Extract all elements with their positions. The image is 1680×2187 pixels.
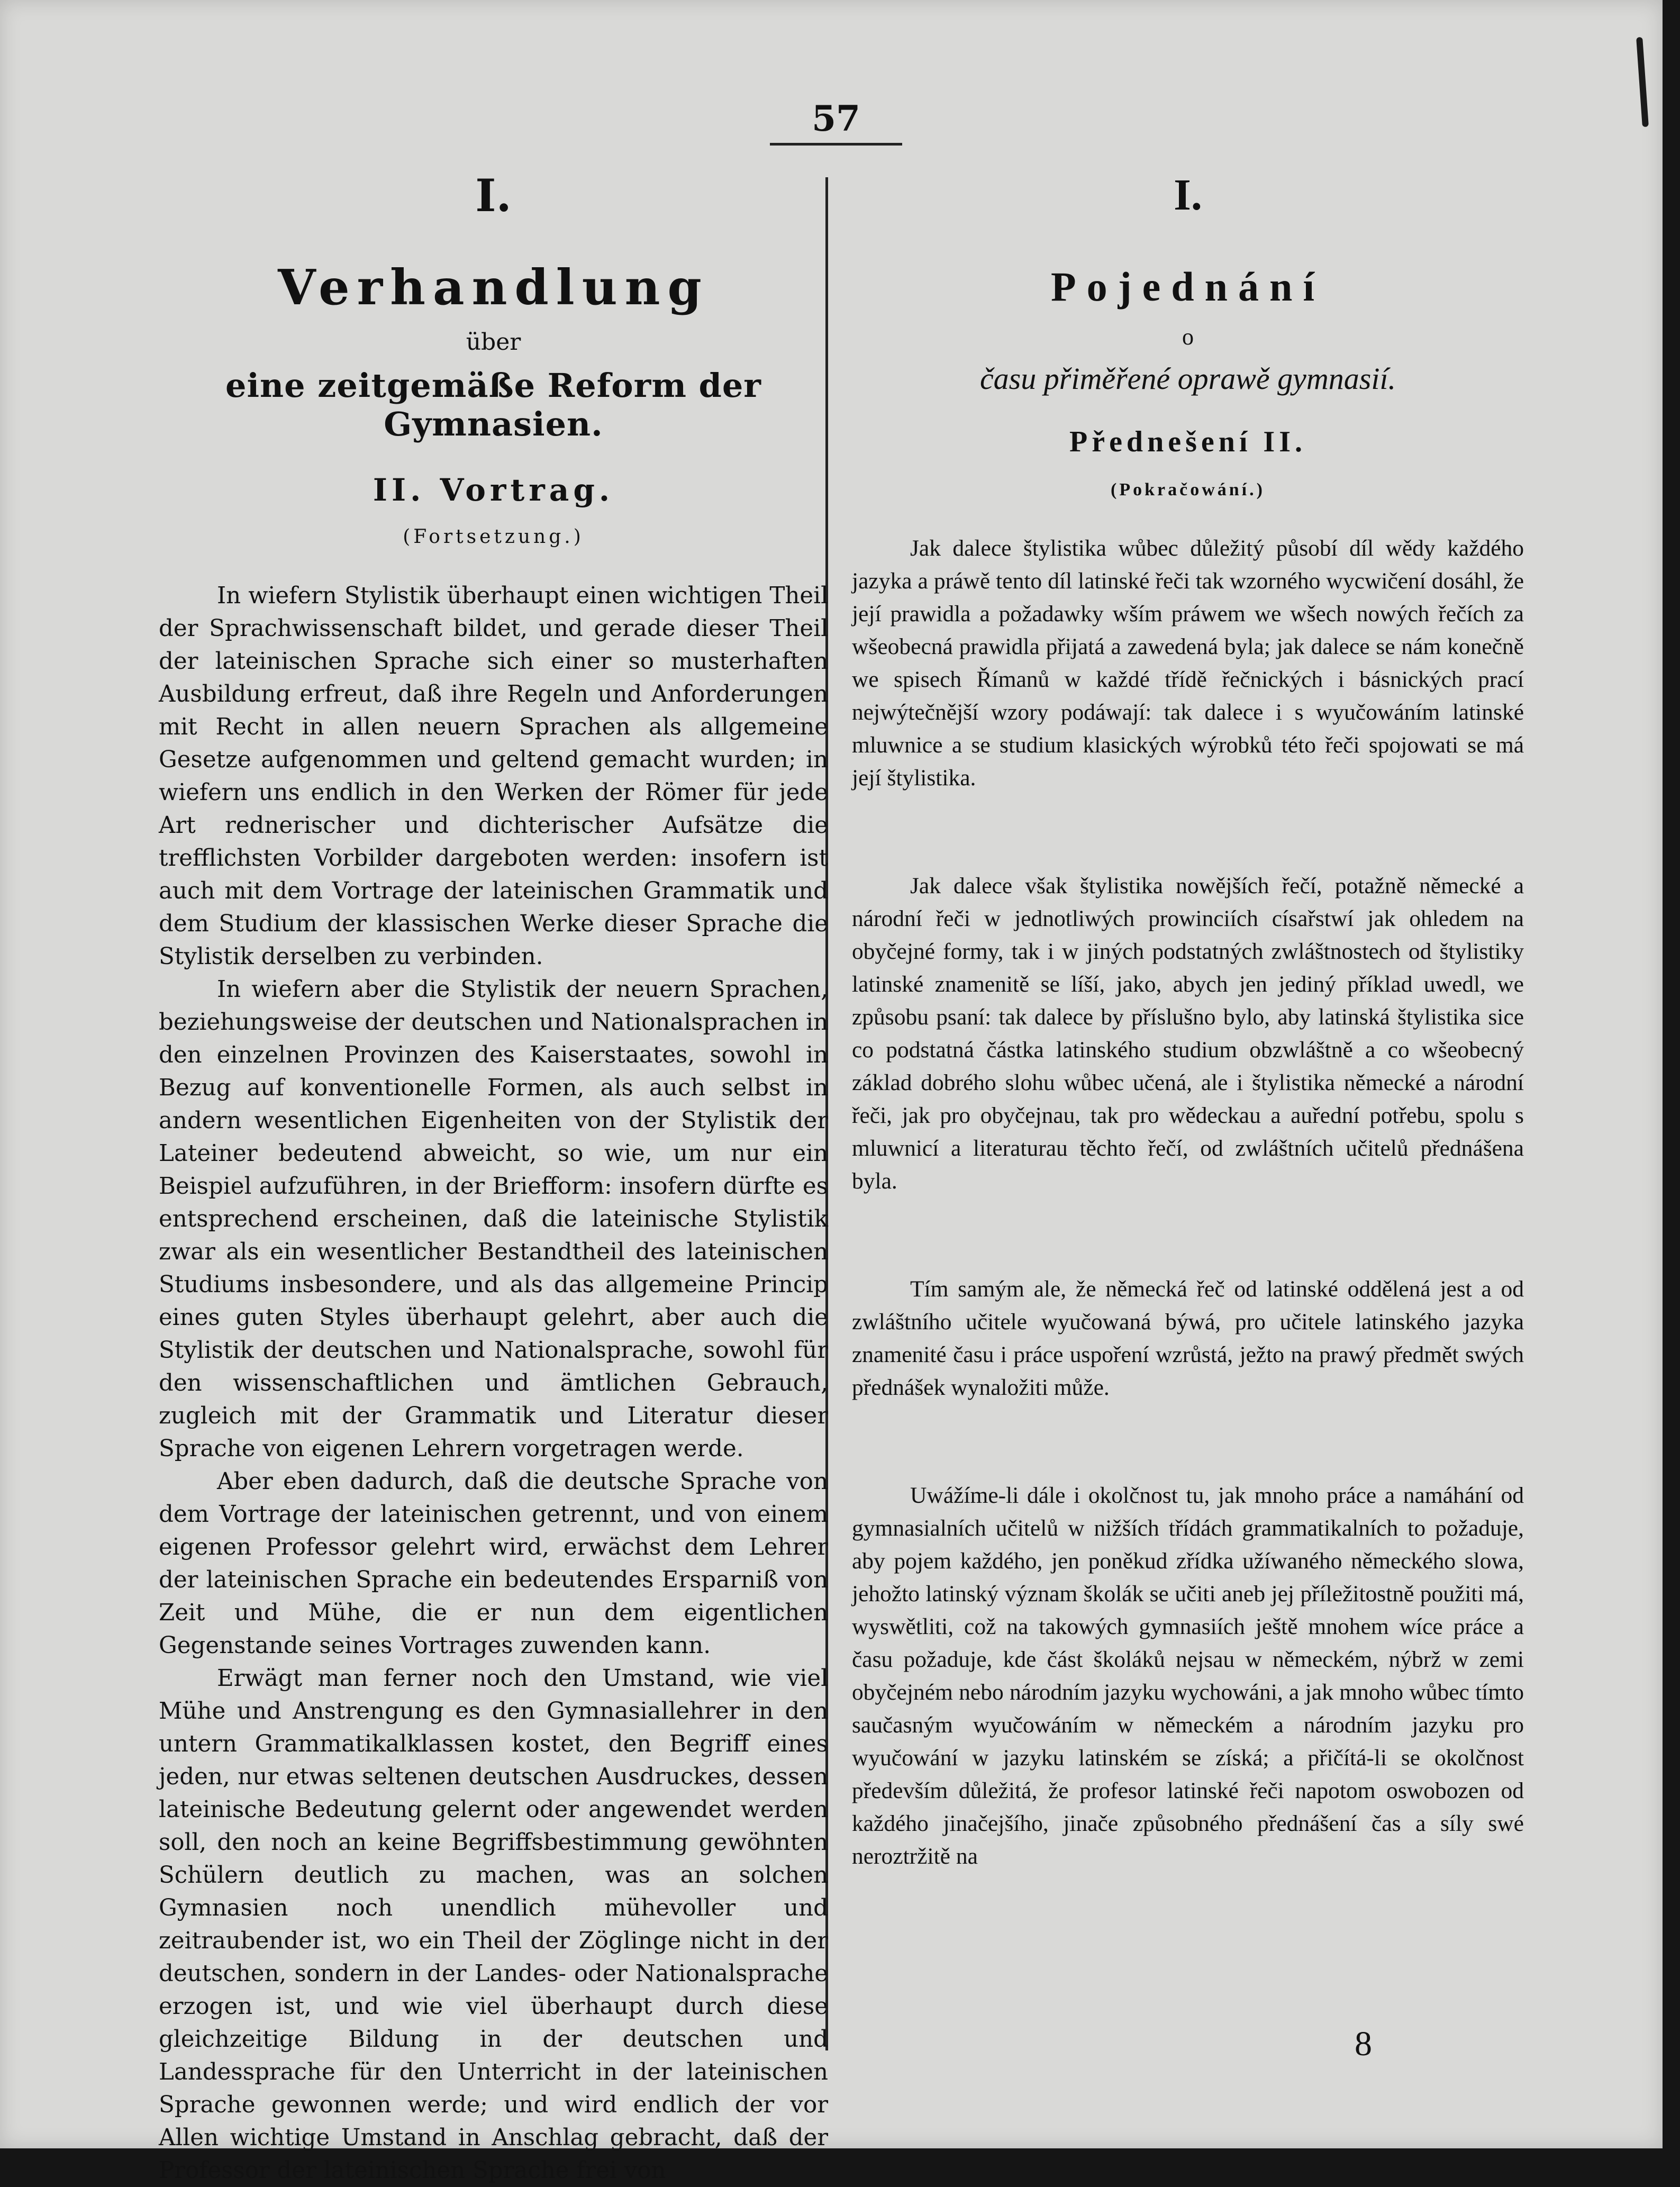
czech-paragraph: Jak dalece štylistika wůbec důležitý působí díl wědy každého jazyka a práwě tento díl latinské řeči tak wzorného wycwičení dosáhl, že její prawidla a požadawky wším práwem we wšech nowých řečích za wšeobecná prawidla přijatá a zawedená byla; jak dalece se nám konečně we spisech Římanů w každé třídě řečnických i básnických prací nejwýtečnější wzory podáwají: tak dalece i s wyučowáním latinské mluwnice a se studium klasických wýrobků této řeči spojowati se má její štylistika. xyxy=(852,536,1524,791)
german-paragraph: Aber eben dadurch, daß die deutsche Sprache von dem Vortrage der lateinischen getrennt, und von einem eigenen Professor gelehrt wird, erwächst dem Lehrer der lateinischen Sprache ein bedeutendes Ersparniß von Zeit und Mühe, die er nun dem eigentlichen Gegenstande seines Vortrages zuwenden kann. xyxy=(159,1468,828,1659)
sheet-signature-number: 8 xyxy=(1355,2025,1372,2063)
german-body xyxy=(159,579,828,2187)
german-title: Verhandlung xyxy=(278,259,709,316)
czech-body xyxy=(852,532,1524,1873)
german-paragraph: Erwägt man ferner noch den Umstand, wie viel Mühe und Anstrengung es den Gymnasiallehrer in den untern Grammatikalklassen kostet, den Begriff eines jeden, nur etwas seltenen deutschen Ausdruckes, dessen lateinische Bedeutung gelernt oder angewendet werden soll, den noch an keine Begriffsbestimmung gewöhnten Schülern deutlich zu machen, was an solchen Gymnasien noch unendlich mühevoller und zeitraubender ist, wo ein Theil der Zöglinge nicht in der deutschen, sondern in der Landes- oder Nationalsprache erzogen ist, und wie viel überhaupt durch diese gleichzeitige Bildung in der deutschen und Landessprache für den Unterricht in der lateinischen Sprache gewonnen werde; und wird endlich der vor Allen wichtige Umstand in Anschlag gebracht, daß der Professor der lateinischen Sprache frei von xyxy=(159,1665,828,2184)
german-lecture-heading: II. Vortrag. xyxy=(373,472,614,508)
german-subtitle: eine zeitgemäße Reform der Gymnasien. xyxy=(225,366,761,443)
german-paragraph: In wiefern Stylistik überhaupt einen wichtigen Theil der Sprachwissenschaft bildet, und gerade dieser Theil der lateinischen Sprache sich einer so musterhaften Ausbildung erfreut, daß ihre Regeln und Anforderungen mit Recht in allen neuern Sprachen als allgemeine Gesetze aufgenommen und geltend gemacht wurden; in wiefern uns endlich in den Werken der Römer für jede Art rednerischer und dichterischer Aufsätze die trefflichsten Vorbilder dargeboten werden: insofern ist auch mit dem Vortrage der lateinischen Grammatik und dem Studium der klassischen Werke dieser Sprache die Stylistik derselben zu verbinden. xyxy=(159,583,828,970)
czech-section-numeral: I. xyxy=(1174,170,1202,220)
czech-column xyxy=(852,169,1524,1948)
margin-mark xyxy=(1636,37,1649,127)
czech-title: Pojednání xyxy=(1050,264,1325,310)
czech-paragraph: Uwážíme-li dále i okolčnost tu, jak mnoho práce a namáhání od gymnasialních učitelů w nižších třídách grammatikalních to požaduje, aby pojem každého, jen poněkud zřídka užíwaného německého slowa, jehožto latinský význam školák se učiti aneb jej příležitostně použiti má, wyswětliti, což na takowých gymnasiích ještě mnohem wíce práce a času požaduje, kde část školáků nejsau w německém, nýbrž w zemi obyčejném nebo národním jazyku wychowáni, a jak mnoho wůbec tímto saučasným wyučowáním w německém a národním jazyku pro wyučowání w jazyku latinském se získá; a přičítá-li se okolčnost především důležitá, že profesor latinské řeči napotom oswobozen od každého jinačejšího, jinače způsobného přednášení čas a síly swé neroztržitě na xyxy=(852,1483,1524,1869)
czech-lecture-heading: Přednešení II. xyxy=(1069,425,1306,458)
german-section-numeral: I. xyxy=(475,169,512,222)
czech-continuation: (Pokračowání.) xyxy=(1111,480,1265,500)
page-number-rule xyxy=(770,143,902,146)
german-column xyxy=(159,169,828,2187)
czech-paragraph: Tím samým ale, že německá řeč od latinské oddělená jest a od zwláštního učitele wyučowaná býwá, pro učitele latinského jazyka znamenité času i práce uspoření wzrůstá, ježto na prawý předmět swých přednášek wynaložiti může. xyxy=(852,1276,1524,1400)
german-paragraph: In wiefern aber die Stylistik der neuern Sprachen, beziehungsweise der deutschen und Nationalsprachen in den einzelnen Provinzen des Kaiserstaates, sowohl in Bezug auf konventionelle Formen, als auch selbst in andern wesentlichen Eigenheiten von der Stylistik der Lateiner bedeutend abweicht, so wie, um nur ein Beispiel aufzuführen, in der Briefform: insofern dürfte es entsprechend erscheinen, daß die lateinische Stylistik zwar als ein wesentlicher Bestandtheil des lateinischen Studiums insbesondere, und als das allgemeine Princip eines guten Styles überhaupt gelehrt, aber auch die Stylistik der deutschen und Nationalsprache, sowohl für den wissenschaftlichen und ämtlichen Gebrauch, zugleich mit der Grammatik und Literatur dieser Sprache von eigenen Lehrern vorgetragen werde. xyxy=(159,976,828,1462)
german-continuation: (Fortsetzung.) xyxy=(403,526,584,548)
czech-preposition: o xyxy=(1182,324,1194,350)
page-number: 57 xyxy=(812,98,860,139)
czech-subtitle: času přiměřené oprawě gymnasií. xyxy=(979,361,1396,396)
german-preposition: über xyxy=(466,329,521,356)
czech-paragraph: Jak dalece však štylistika nowějších řečí, potažně německé a národní řeči w jednotliwých prowinciích císařstwí jak ohledem na obyčejné formy, tak i w jiných podstatných zwláštnostech od štylistiky latinské znamenitě se líší, jako, abych jen jediný příklad uwedl, we způsobu psaní: tak dalece by příslušno bylo, aby latinská štylistika sice co podstatná částka latinského studium obzwláštně a co wšeobecný základ dobrého slohu wůbec učená, ale i štylistika německé a národní řeči, jak pro obyčejnau, tak pro wědeckau a auřední potřebu, spolu s mluwnicí a literaturau těchto řečí, od zwláštních učitelů přednášena byla. xyxy=(852,873,1524,1194)
